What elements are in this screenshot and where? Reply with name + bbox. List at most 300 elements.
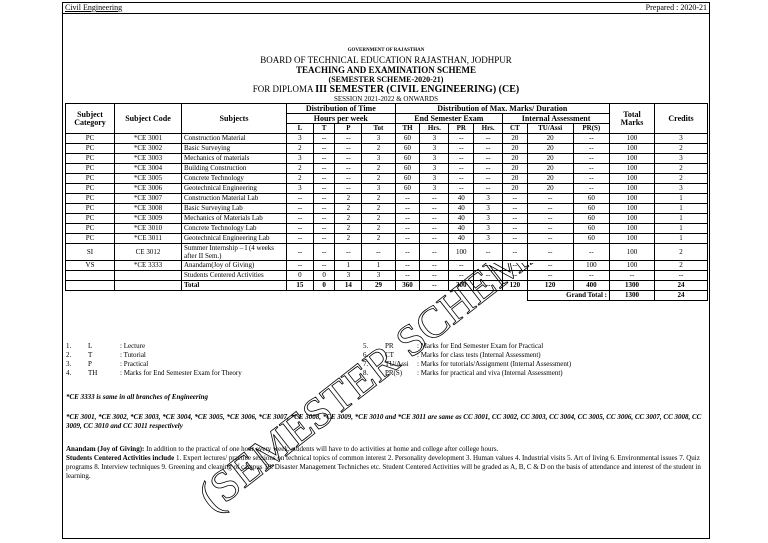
table-cell: -- — [503, 271, 528, 281]
table-cell: Concrete Technology — [182, 174, 287, 184]
table-cell: *CE 3003 — [115, 154, 182, 164]
table-cell: -- — [420, 204, 449, 214]
table-cell: -- — [474, 154, 503, 164]
legend-item — [363, 369, 571, 378]
legend-text: : Marks for class tests (Internal Assessment) — [417, 351, 541, 359]
table-cell: -- — [395, 234, 420, 244]
table-cell: 60 — [573, 204, 609, 214]
header-department: Civil Engineering — [65, 3, 123, 12]
table-cell: -- — [395, 204, 420, 214]
table-cell: Construction Material — [182, 134, 287, 144]
table-row — [66, 244, 708, 261]
table-cell: Building Construction — [182, 164, 287, 174]
table-cell: 1 — [655, 214, 708, 224]
running-header — [63, 3, 709, 14]
table-cell: Summer Internship – I (4 weeks after II Sem.) — [182, 244, 287, 261]
table-cell: 20 — [527, 184, 573, 194]
table-cell: 3 — [474, 224, 503, 234]
table-cell: -- — [527, 244, 573, 261]
table-cell: -- — [573, 134, 609, 144]
table-cell: 2 — [362, 174, 395, 184]
th-dist-marks: Distribution of Max. Marks/ Duration — [395, 104, 609, 114]
table-cell: -- — [287, 214, 314, 224]
table-cell: -- — [287, 224, 314, 234]
table-cell: *CE 3007 — [115, 194, 182, 204]
th-sub-10: PR(S) — [573, 124, 609, 134]
table-row — [66, 224, 708, 234]
table-cell: -- — [335, 134, 362, 144]
table-cell: 100 — [610, 134, 655, 144]
table-cell: PC — [66, 164, 115, 174]
table-cell: 2 — [362, 164, 395, 174]
table-cell: 60 — [395, 144, 420, 154]
table-cell: -- — [503, 244, 528, 261]
legend-text: 4. — [66, 369, 72, 377]
table-cell: -- — [503, 234, 528, 244]
table-cell: 2 — [287, 164, 314, 174]
table-cell: -- — [313, 164, 335, 174]
table-cell: 2 — [655, 261, 708, 271]
legend-text: PR(S) — [385, 369, 403, 377]
grand-total-marks: 1300 — [610, 291, 655, 301]
legend-text: : Tutorial — [120, 351, 146, 359]
legend-text: 5. — [363, 342, 369, 350]
total-cell: 29 — [362, 281, 395, 291]
table-cell: Mechanics of materials — [182, 154, 287, 164]
th-subject-code: Subject Code — [115, 104, 182, 134]
table-cell: Basic Surveying Lab — [182, 204, 287, 214]
table-cell: *CE 3011 — [115, 234, 182, 244]
table-row — [66, 234, 708, 244]
legend-text: P — [88, 360, 92, 368]
note-ce3333: *CE 3333 is same in all branches of Engineering — [66, 393, 208, 401]
note-same-as: *CE 3001, *CE 3002, *CE 3003, *CE 3004, *CE 3005, *CE 3006, *CE 3007, *CE 3008, *CE 3009, *CE 3010 and *CE 3011 are same as CC 3001, CC 3002, CC 3003, CC 3004, CC 3005, CC 3006, CC 3007, CC 3008, CC 3009, CC 3010 and CC 3011 respectively — [66, 413, 702, 430]
th-total-marks: Total Marks — [610, 104, 655, 134]
table-cell: -- — [573, 244, 609, 261]
table-cell: -- — [573, 154, 609, 164]
table-cell: 100 — [610, 204, 655, 214]
table-cell: -- — [362, 244, 395, 261]
table-row — [66, 164, 708, 174]
table-cell: Concrete Technology Lab — [182, 224, 287, 234]
table-cell: -- — [287, 261, 314, 271]
table-cell: 2 — [287, 174, 314, 184]
table-cell: SI — [66, 244, 115, 261]
table-cell: 3 — [362, 271, 395, 281]
table-row — [66, 194, 708, 204]
table-cell: -- — [420, 234, 449, 244]
table-cell: -- — [449, 144, 474, 154]
table-cell: -- — [527, 261, 573, 271]
table-cell: 2 — [362, 214, 395, 224]
table-cell: -- — [474, 144, 503, 154]
table-cell: 60 — [573, 234, 609, 244]
table-cell: -- — [449, 271, 474, 281]
table-cell: -- — [420, 271, 449, 281]
session-title: SESSION 2021-2022 & ONWARDS — [333, 95, 439, 103]
table-cell: -- — [313, 184, 335, 194]
table-cell: 0 — [287, 271, 314, 281]
table-cell: -- — [313, 214, 335, 224]
table-cell: -- — [335, 184, 362, 194]
table-cell: 2 — [335, 224, 362, 234]
table-cell: -- — [474, 134, 503, 144]
table-cell: -- — [395, 224, 420, 234]
table-cell: 3 — [420, 144, 449, 154]
legend-item — [363, 360, 571, 369]
semester-scheme-title: (SEMESTER SCHEME-2020-21) — [328, 75, 444, 84]
th-sub-8: CT — [503, 124, 528, 134]
govt-title: GOVERNMENT OF RAJASTHAN — [347, 48, 425, 53]
diploma-title — [63, 85, 709, 95]
table-row — [66, 261, 708, 271]
table-cell: Geotechnical Engineering Lab — [182, 234, 287, 244]
table-cell: 20 — [503, 164, 528, 174]
legend-text: 7. — [363, 360, 369, 368]
table-cell: *CE 3005 — [115, 174, 182, 184]
th-sub-4: TH — [395, 124, 420, 134]
table-cell: 100 — [449, 244, 474, 261]
legend-text: 1. — [66, 342, 72, 350]
table-cell: CE 3012 — [115, 244, 182, 261]
table-cell: 1 — [655, 234, 708, 244]
th-sub-3: Tot — [362, 124, 395, 134]
table-cell: PC — [66, 174, 115, 184]
table-cell: VS — [66, 261, 115, 271]
legend-text: : Lecture — [120, 342, 146, 350]
table-cell: 2 — [362, 194, 395, 204]
table-cell: 100 — [610, 154, 655, 164]
table-cell: -- — [655, 271, 708, 281]
table-cell: 3 — [287, 184, 314, 194]
table-cell: 3 — [420, 134, 449, 144]
table-cell: -- — [335, 154, 362, 164]
table-cell: 100 — [610, 214, 655, 224]
table-cell: 60 — [395, 164, 420, 174]
table-cell: 100 — [610, 174, 655, 184]
table-cell: PC — [66, 204, 115, 214]
total-cell: 120 — [527, 281, 573, 291]
table-cell: -- — [420, 261, 449, 271]
legend-text: CT — [385, 351, 394, 359]
table-cell: -- — [335, 244, 362, 261]
total-cell: -- — [474, 281, 503, 291]
table-cell: Basic Surveying — [182, 144, 287, 154]
grand-total-label: Grand Total : — [527, 291, 609, 301]
scheme-title: TEACHING AND EXAMINATION SCHEME — [295, 65, 477, 75]
total-cell: 0 — [313, 281, 335, 291]
total-cell: 300 — [449, 281, 474, 291]
anandam-text: In addition to the practical of one hour every week, students will have to do activities at home and college after college hours. — [144, 445, 499, 453]
table-cell: 3 — [420, 174, 449, 184]
total-cell: -- — [420, 281, 449, 291]
table-cell: 60 — [395, 184, 420, 194]
table-cell: -- — [313, 194, 335, 204]
table-cell: -- — [474, 271, 503, 281]
sca-text: 1. Expert lectures/ practice sessions on technical topics of common interest 2. Personality development 3. Human values 4. Industrial visits 5. Art of living 6. Environmental issues 7. Quiz programs 8. Interview techniques 9. Greening and cleaning of campus 10. Disaster Management Techniches etc. Student Centered Activities will be graded as A, B, C & D on the basis of attendance and interest of the student in learning. — [66, 454, 701, 480]
table-cell: *CE 3009 — [115, 214, 182, 224]
table-cell: -- — [313, 224, 335, 234]
table-cell: Mechanics of Materials Lab — [182, 214, 287, 224]
table-cell: 3 — [474, 234, 503, 244]
legend-text: : Marks for End Semester Exam for Theory — [120, 369, 242, 377]
table-cell: -- — [313, 144, 335, 154]
legend-text: : Marks for tutorials/Assignment (Internal Assessment) — [417, 360, 572, 368]
table-cell: 100 — [610, 261, 655, 271]
table-cell: -- — [573, 164, 609, 174]
table-cell: 3 — [655, 134, 708, 144]
table-cell: -- — [449, 164, 474, 174]
table-cell: 2 — [655, 144, 708, 154]
legend-item — [363, 342, 571, 351]
table-cell: -- — [527, 194, 573, 204]
table-cell: 3 — [420, 184, 449, 194]
table-cell: 60 — [395, 134, 420, 144]
legend-item — [66, 351, 242, 360]
table-cell: -- — [474, 164, 503, 174]
table-cell: -- — [420, 194, 449, 204]
table-cell: Geotechnical Engineering — [182, 184, 287, 194]
grand-total-credits: 24 — [655, 291, 708, 301]
table-row — [66, 271, 708, 281]
table-cell — [66, 271, 115, 281]
table-cell: 100 — [573, 261, 609, 271]
table-cell: -- — [313, 234, 335, 244]
legend-text: : Marks for End Semester Exam for Practical — [417, 342, 544, 350]
table-cell: 3 — [335, 271, 362, 281]
legend-text: 2. — [66, 351, 72, 359]
table-cell: -- — [610, 271, 655, 281]
th-sub-6: PR — [449, 124, 474, 134]
table-cell: PC — [66, 134, 115, 144]
table-cell: 60 — [573, 214, 609, 224]
th-dist-time: Distribution of Time — [287, 104, 396, 114]
table-cell: -- — [474, 184, 503, 194]
total-cell: Total — [182, 281, 287, 291]
table-cell: 40 — [449, 204, 474, 214]
th-internal: Internal Assessment — [503, 114, 610, 124]
table-cell: -- — [474, 174, 503, 184]
table-cell: 1 — [655, 194, 708, 204]
legend-text: : Marks for practical and viva (Internal Assessment) — [417, 369, 563, 377]
th-subject-category: Subject Category — [66, 104, 115, 134]
table-cell: 3 — [362, 154, 395, 164]
table-cell: -- — [474, 244, 503, 261]
table-cell: 3 — [287, 134, 314, 144]
table-cell: -- — [449, 154, 474, 164]
th-sub-1: T — [313, 124, 335, 134]
table-cell: Construction Material Lab — [182, 194, 287, 204]
table-cell: 3 — [420, 154, 449, 164]
table-row — [66, 144, 708, 154]
table-cell: -- — [503, 214, 528, 224]
legend-item — [66, 369, 242, 378]
table-cell: 2 — [335, 214, 362, 224]
table-cell: 3 — [474, 214, 503, 224]
table-cell: 2 — [335, 234, 362, 244]
watermark-text: (SEMESTER — [188, 334, 408, 521]
table-cell: PC — [66, 194, 115, 204]
table-cell: -- — [287, 244, 314, 261]
table-row — [66, 154, 708, 164]
table-cell: -- — [313, 174, 335, 184]
table-cell: PC — [66, 144, 115, 154]
table-cell: 3 — [655, 154, 708, 164]
table-cell: 1 — [362, 261, 395, 271]
table-row — [66, 134, 708, 144]
table-cell: -- — [420, 224, 449, 234]
table-cell: *CE 3001 — [115, 134, 182, 144]
sca-label: Students Centered Activities include — [66, 454, 175, 462]
table-cell: -- — [313, 134, 335, 144]
table-cell: 2 — [335, 194, 362, 204]
board-title: BOARD OF TECHNICAL EDUCATION RAJASTHAN, JODHPUR — [260, 55, 512, 65]
table-cell: -- — [395, 194, 420, 204]
legend-text: 6. — [363, 351, 369, 359]
table-cell: *CE 3004 — [115, 164, 182, 174]
table-cell: -- — [335, 174, 362, 184]
table-cell: 100 — [610, 244, 655, 261]
table-cell: -- — [503, 261, 528, 271]
th-credits: Credits — [655, 104, 708, 134]
table-cell: -- — [527, 271, 573, 281]
table-cell: 100 — [610, 164, 655, 174]
table-cell: 20 — [503, 174, 528, 184]
table-row — [66, 184, 708, 194]
legend-item — [363, 351, 571, 360]
legend-text: 8. — [363, 369, 369, 377]
table-cell: 20 — [503, 154, 528, 164]
table-cell: 3 — [362, 134, 395, 144]
table-cell: -- — [449, 261, 474, 271]
table-cell: *CE 3333 — [115, 261, 182, 271]
th-sub-0: L — [287, 124, 314, 134]
grand-total-row — [66, 291, 708, 301]
table-cell: 40 — [449, 224, 474, 234]
total-cell: 360 — [395, 281, 420, 291]
table-cell: -- — [335, 144, 362, 154]
table-cell: 60 — [395, 174, 420, 184]
total-cell: 15 — [287, 281, 314, 291]
table-cell: 3 — [287, 154, 314, 164]
table-cell: 3 — [474, 204, 503, 214]
legend-item — [66, 342, 242, 351]
table-cell: 40 — [449, 194, 474, 204]
table-cell: 100 — [610, 144, 655, 154]
table-cell: 40 — [449, 214, 474, 224]
table-cell: -- — [287, 234, 314, 244]
table-cell: -- — [313, 244, 335, 261]
table-cell: 100 — [610, 194, 655, 204]
diploma-prefix: FOR DIPLOMA — [252, 84, 314, 94]
table-cell: -- — [449, 174, 474, 184]
table-cell: -- — [527, 224, 573, 234]
total-row — [66, 281, 708, 291]
table-cell: -- — [573, 144, 609, 154]
table-cell — [115, 271, 182, 281]
th-end-sem: End Semester Exam — [395, 114, 503, 124]
table-cell: PC — [66, 224, 115, 234]
th-hours-week: Hours per week — [287, 114, 396, 124]
table-cell: 2 — [362, 224, 395, 234]
table-cell: 20 — [503, 134, 528, 144]
table-cell: -- — [474, 261, 503, 271]
table-cell: -- — [573, 174, 609, 184]
table-cell: -- — [395, 244, 420, 261]
table-cell: 1 — [335, 261, 362, 271]
total-cell: 400 — [573, 281, 609, 291]
table-cell: -- — [449, 134, 474, 144]
total-cell: 24 — [655, 281, 708, 291]
table-cell: *CE 3006 — [115, 184, 182, 194]
table-cell: -- — [335, 164, 362, 174]
table-cell: -- — [287, 204, 314, 214]
table-cell: 2 — [362, 234, 395, 244]
table-cell: PC — [66, 234, 115, 244]
header-prepared: Prepared : 2020-21 — [645, 3, 707, 12]
table-cell: 2 — [287, 144, 314, 154]
table-cell: Anandam(Joy of Giving) — [182, 261, 287, 271]
table-cell: 20 — [527, 174, 573, 184]
table-row — [66, 174, 708, 184]
table-cell: 3 — [362, 184, 395, 194]
legend-right — [363, 342, 571, 378]
table-cell: 20 — [527, 144, 573, 154]
table-cell: 2 — [335, 204, 362, 214]
table-cell: 100 — [610, 184, 655, 194]
table-cell: 2 — [655, 164, 708, 174]
table-cell: -- — [287, 194, 314, 204]
anandam-label: Anandam (Joy of Giving): — [66, 445, 145, 453]
table-cell: -- — [313, 204, 335, 214]
table-cell: -- — [503, 204, 528, 214]
table-cell: 2 — [362, 144, 395, 154]
table-cell: -- — [313, 154, 335, 164]
table-cell: -- — [573, 271, 609, 281]
table-cell: 0 — [313, 271, 335, 281]
table-cell: 20 — [503, 184, 528, 194]
table-cell: *CE 3010 — [115, 224, 182, 234]
table-cell: 100 — [610, 234, 655, 244]
table-cell: PC — [66, 154, 115, 164]
total-cell: 14 — [335, 281, 362, 291]
th-sub-5: Hrs. — [420, 124, 449, 134]
diploma-semester: III SEMESTER (CIVIL ENGINEERING) (CE) — [315, 84, 520, 95]
legend-text: TU/Assi — [385, 360, 409, 368]
table-cell: -- — [503, 194, 528, 204]
table-cell: -- — [420, 244, 449, 261]
table-cell: -- — [420, 214, 449, 224]
th-subjects: Subjects — [182, 104, 287, 134]
table-cell: 2 — [655, 174, 708, 184]
table-cell: 60 — [573, 194, 609, 204]
table-cell: -- — [313, 261, 335, 271]
table-cell: 2 — [362, 204, 395, 214]
th-sub-2: P — [335, 124, 362, 134]
th-sub-9: TU/Assi — [527, 124, 573, 134]
table-cell: 2 — [655, 244, 708, 261]
table-cell: 3 — [420, 164, 449, 174]
table-cell: 60 — [395, 154, 420, 164]
legend-text: 3. — [66, 360, 72, 368]
table-cell: -- — [449, 184, 474, 194]
table-cell: *CE 3008 — [115, 204, 182, 214]
table-cell: 40 — [449, 234, 474, 244]
legend-text: PR — [385, 342, 394, 350]
document-page — [62, 2, 710, 539]
table-cell: -- — [395, 271, 420, 281]
table-cell: PC — [66, 214, 115, 224]
